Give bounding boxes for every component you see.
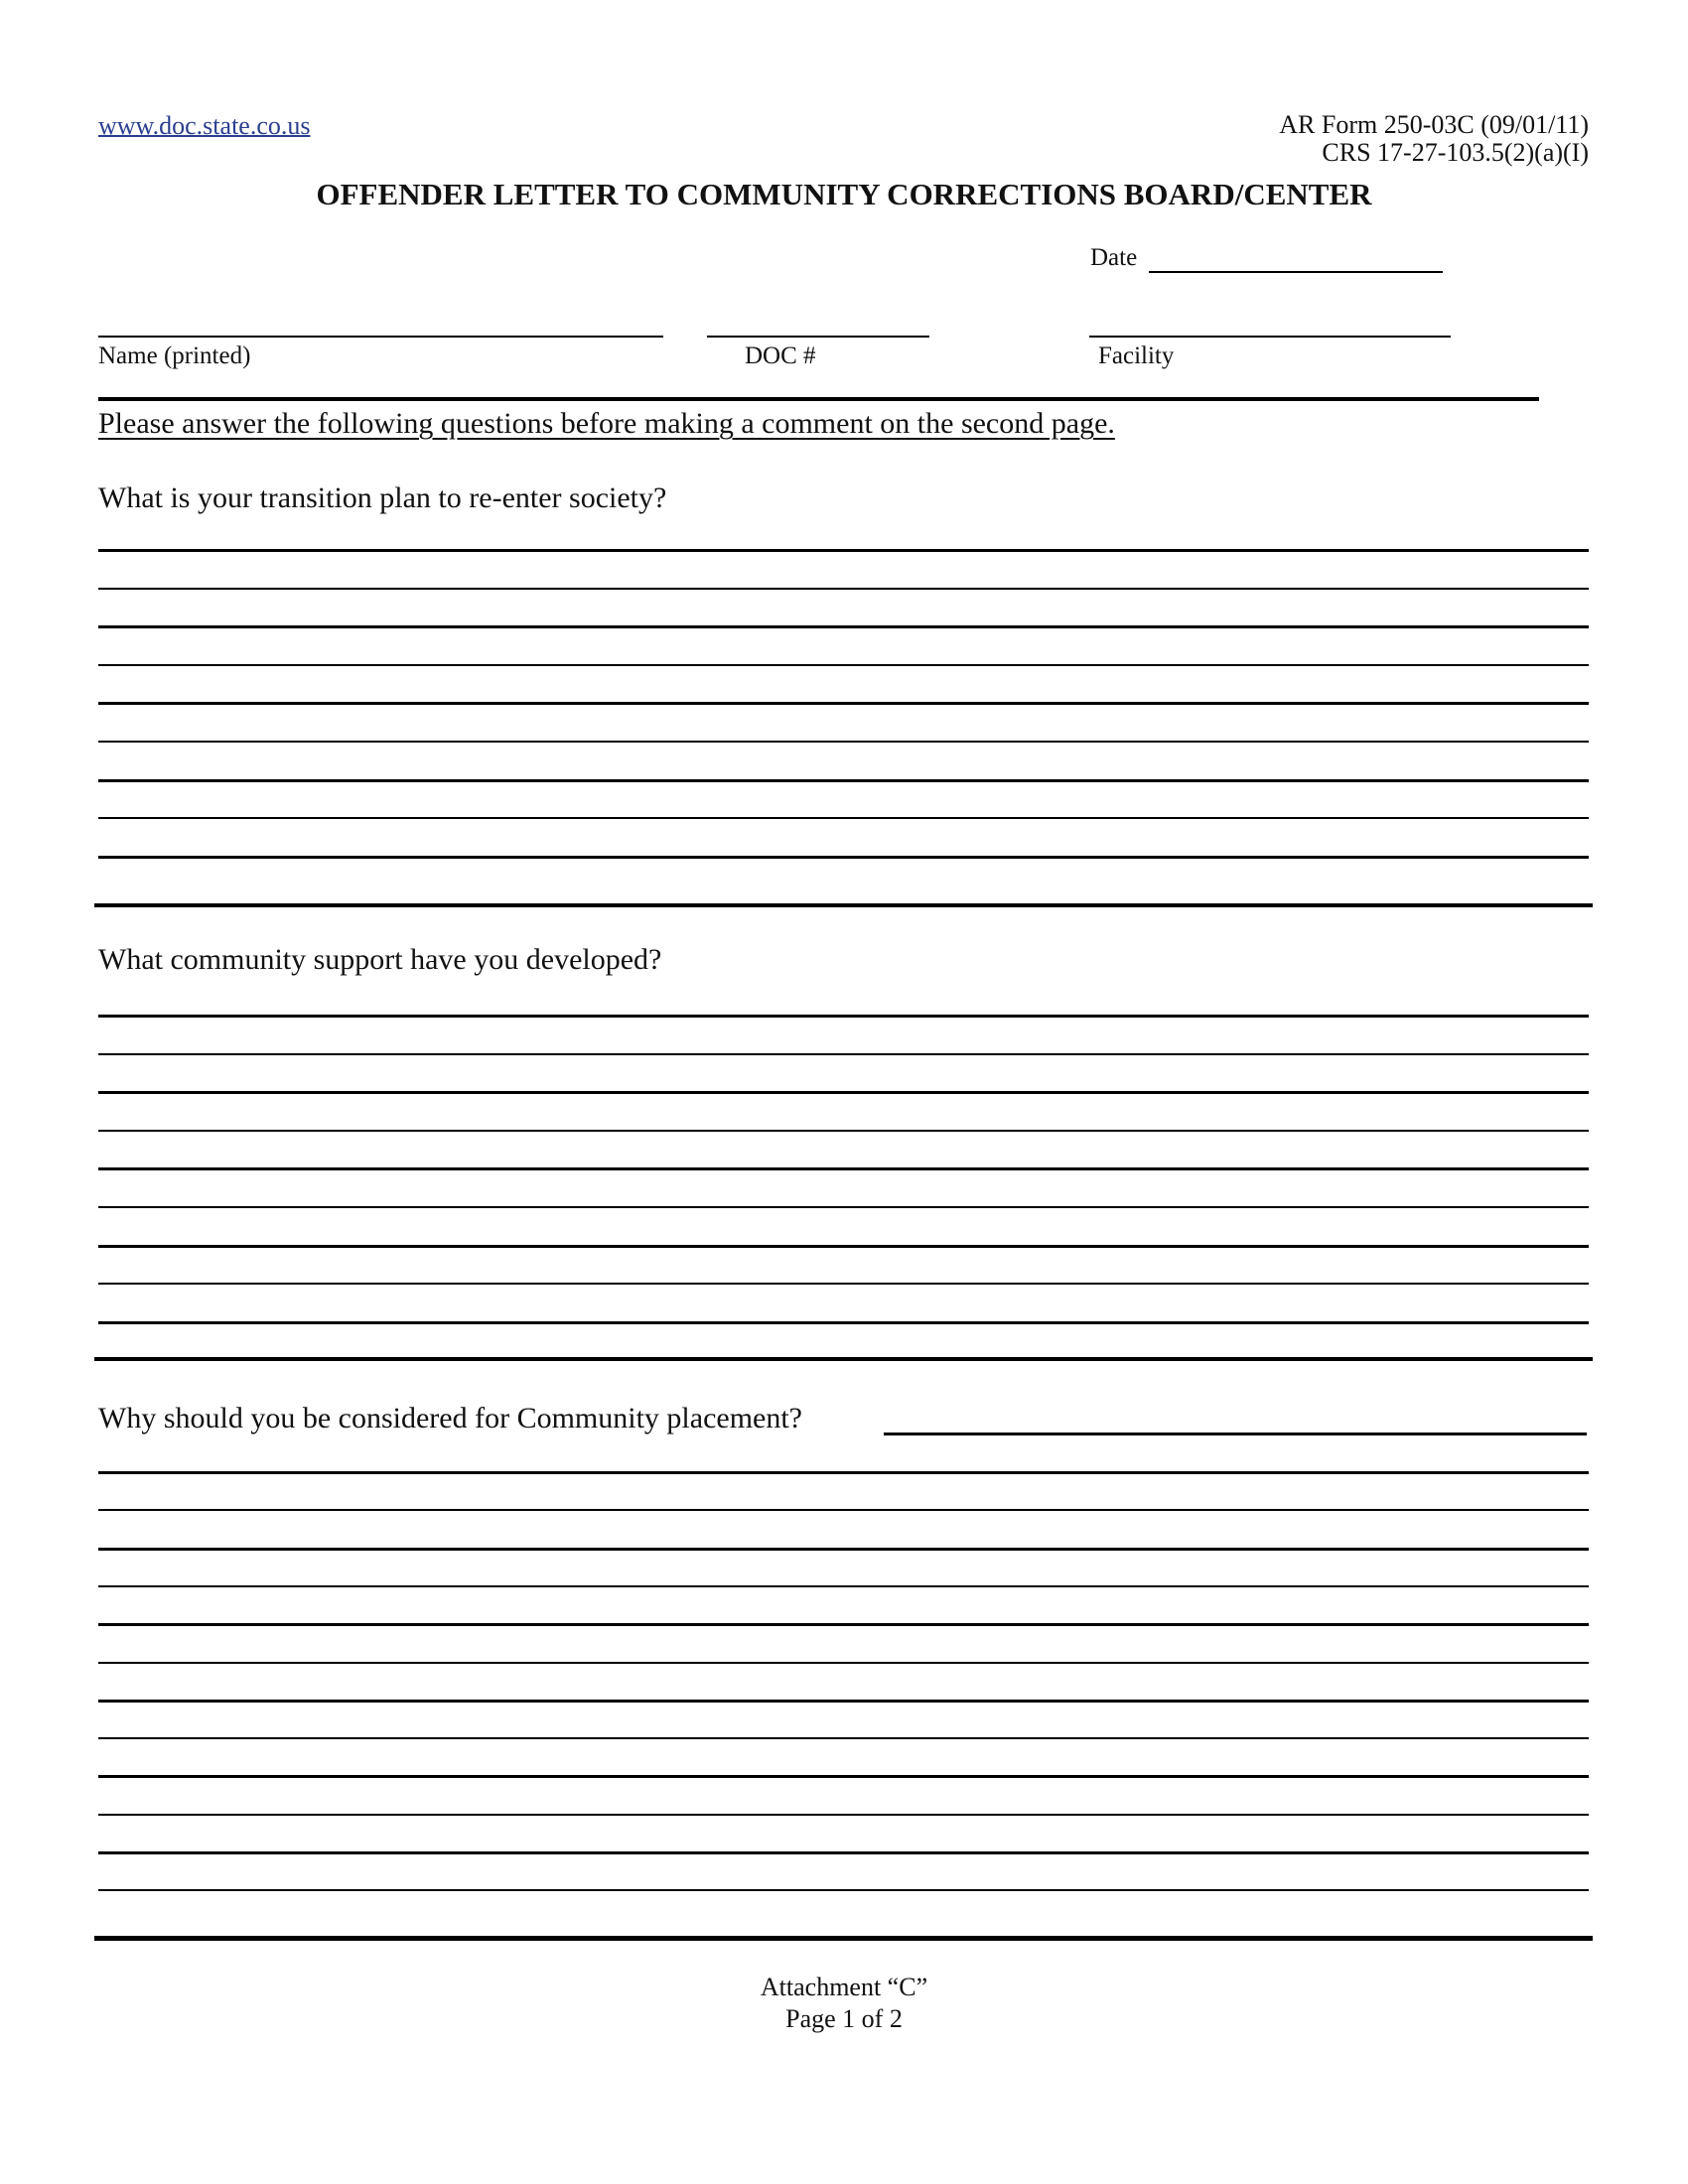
section-divider-2	[94, 1357, 1593, 1361]
answer-line[interactable]	[98, 1585, 1589, 1587]
answer-line[interactable]	[98, 856, 1589, 859]
date-label: Date	[1090, 244, 1138, 271]
answer-line[interactable]	[98, 1283, 1589, 1285]
answer-line[interactable]	[98, 1737, 1589, 1739]
answer-line[interactable]	[98, 1700, 1589, 1703]
answer-line[interactable]	[98, 549, 1589, 552]
answer-line[interactable]	[98, 1814, 1589, 1816]
answer-line[interactable]	[98, 1130, 1589, 1132]
header-divider	[98, 397, 1539, 401]
answer-line[interactable]	[98, 1889, 1589, 1891]
answer-line[interactable]	[98, 817, 1589, 819]
form-number: AR Form 250-03C (09/01/11)	[1279, 110, 1589, 139]
answer-line[interactable]	[98, 1015, 1589, 1018]
answer-line[interactable]	[98, 1509, 1589, 1511]
footer	[0, 1972, 1688, 2035]
question-3: Why should you be considered for Community placement?	[98, 1402, 802, 1434]
statute-reference: CRS 17-27-103.5(2)(a)(I)	[1322, 138, 1589, 167]
answer-line[interactable]	[98, 741, 1589, 743]
question-2: What community support have you developed?	[98, 943, 662, 976]
question-1: What is your transition plan to re-enter society?	[98, 481, 667, 514]
answer-line[interactable]	[98, 1548, 1589, 1551]
answer-line[interactable]	[98, 1851, 1589, 1854]
answer-line-3-inline[interactable]	[884, 1433, 1587, 1435]
facility-field[interactable]	[1089, 336, 1451, 338]
facility-label: Facility	[1098, 342, 1175, 369]
answer-line[interactable]	[98, 1623, 1589, 1626]
answer-line[interactable]	[98, 1321, 1589, 1324]
website-link[interactable]: www.doc.state.co.us	[98, 111, 311, 140]
date-field[interactable]	[1149, 271, 1443, 273]
answer-line[interactable]	[98, 588, 1589, 590]
answer-line[interactable]	[98, 1471, 1589, 1474]
answer-line[interactable]	[98, 1167, 1589, 1170]
page-number: Page 1 of 2	[785, 2004, 903, 2033]
answer-line[interactable]	[98, 1662, 1589, 1664]
name-field[interactable]	[98, 336, 663, 338]
section-divider-3	[94, 1936, 1593, 1941]
answer-line[interactable]	[98, 1053, 1589, 1055]
page-title: OFFENDER LETTER TO COMMUNITY CORRECTIONS BOARD/CENTER	[316, 177, 1372, 211]
instructions: Please answer the following questions before making a comment on the second page.	[98, 407, 1115, 440]
answer-line[interactable]	[98, 1091, 1589, 1094]
name-label: Name (printed)	[98, 342, 251, 369]
section-divider-1	[94, 903, 1593, 907]
doc-number-label: DOC #	[745, 342, 816, 369]
answer-line[interactable]	[98, 1206, 1589, 1208]
answer-line[interactable]	[98, 1245, 1589, 1248]
answer-line[interactable]	[98, 779, 1589, 782]
form-identifier	[1279, 111, 1589, 167]
answer-line[interactable]	[98, 625, 1589, 628]
attachment-label: Attachment “C”	[760, 1973, 928, 2001]
answer-line[interactable]	[98, 1775, 1589, 1778]
answer-line[interactable]	[98, 702, 1589, 705]
answer-line[interactable]	[98, 664, 1589, 666]
doc-number-field[interactable]	[707, 336, 929, 338]
